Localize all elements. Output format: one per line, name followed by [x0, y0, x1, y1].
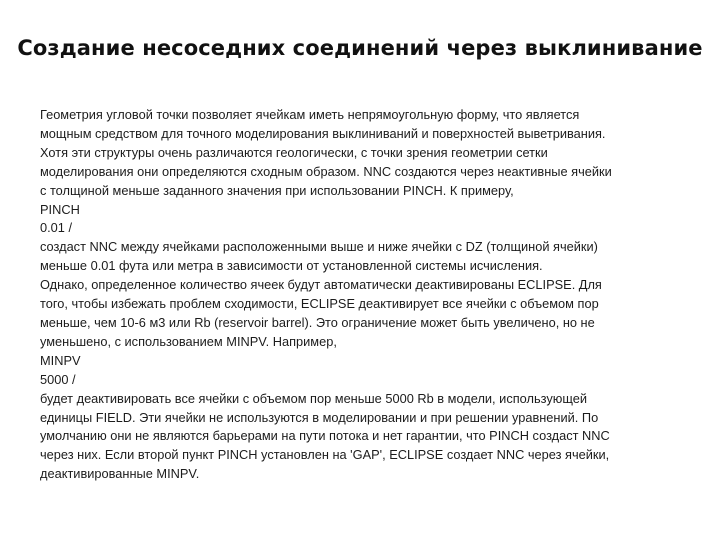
body-line: деактивированные MINPV.: [40, 466, 200, 482]
slide-body: [40, 106, 700, 484]
body-line: с толщиной меньше заданного значения при использовании PINCH. К примеру,: [40, 182, 514, 198]
body-line: того, чтобы избежать проблем сходимости, ECLIPSE деактивирует все ячейки с объемом пор: [40, 296, 599, 312]
body-line: создаст NNC между ячейками расположенными выше и ниже ячейки с DZ (толщиной ячейки): [40, 239, 598, 255]
keyword-line: PINCH: [40, 201, 80, 217]
keyword-line: MINPV: [40, 352, 81, 368]
body-line: мощным средством для точного моделирования выклиниваний и поверхностей выветривания.: [40, 125, 606, 141]
body-line: меньше 0.01 фута или метра в зависимости от установленной системы исчисления.: [40, 258, 543, 274]
keyword-value-line: 0.01 /: [40, 220, 73, 236]
body-line: через них. Если второй пункт PINCH установлен на 'GAP', ECLIPSE создает NNC через ячейки,: [40, 447, 610, 463]
body-line: единицы FIELD. Эти ячейки не используются в моделировании и при решении уравнений. По: [40, 409, 599, 425]
body-line: моделирования они определяются сходным образом. NNC создаются через неактивные ячейки: [40, 163, 612, 179]
keyword-value-line: 5000 /: [40, 371, 76, 387]
body-line: умолчанию они не являются барьерами на пути потока и нет гарантии, что PINCH создаст NNC: [40, 428, 610, 444]
body-line: меньше, чем 10-6 м3 или Rb (reservoir barrel). Это ограничение может быть увеличено, но не: [40, 314, 595, 330]
slide-title: Создание несоседних соединений через выклинивание: [17, 36, 703, 60]
body-line: уменьшено, с использованием MINPV. Например,: [40, 333, 337, 349]
body-line: будет деактивировать все ячейки с объемом пор меньше 5000 Rb в модели, использующей: [40, 390, 587, 406]
body-line: Однако, определенное количество ячеек будут автоматически деактивированы ECLIPSE. Для: [40, 277, 602, 293]
body-line: Хотя эти структуры очень различаются геологически, с точки зрения геометрии сетки: [40, 144, 548, 160]
body-line: Геометрия угловой точки позволяет ячейкам иметь непрямоугольную форму, что является: [40, 107, 580, 122]
